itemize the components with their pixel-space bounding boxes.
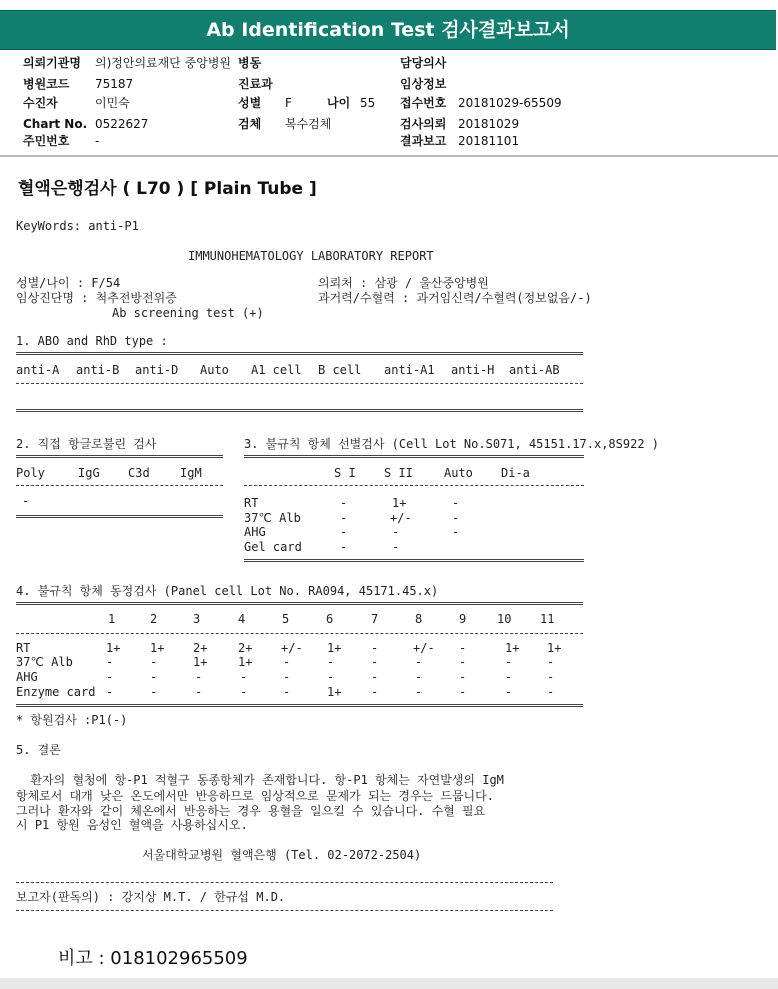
conclusion-title: 5. 결론	[16, 743, 61, 757]
panel-cell: 1+	[238, 655, 253, 669]
dat-top-rule	[16, 455, 223, 458]
panel-cell: -	[240, 670, 248, 684]
panel-cell: -	[371, 655, 379, 669]
header-value-age: 55	[360, 96, 376, 110]
panel-cell: 1+	[547, 641, 562, 655]
header-value-hospital-code: 75187	[95, 77, 134, 91]
header-label-institution: 의뢰기관명	[23, 56, 81, 70]
panel-cell: -	[150, 685, 158, 699]
screen-cell: -	[392, 540, 400, 554]
dat-header-igm: IgM	[180, 466, 202, 480]
panel-cell: 2+	[193, 641, 208, 655]
header-label-resident-no: 주민번호	[23, 134, 70, 148]
abo-bottom-rule	[16, 409, 583, 412]
panel-col-header: 6	[326, 612, 334, 626]
section-title: 혈액은행검사 ( L70 ) [ Plain Tube ]	[18, 179, 317, 199]
screen-top-rule	[244, 455, 584, 458]
panel-cell: -	[547, 670, 555, 684]
panel-top-rule	[16, 602, 583, 605]
panel-col-header: 11	[540, 612, 555, 626]
panel-header-rule	[16, 633, 583, 634]
abo-header-b-cell: B cell	[318, 363, 362, 377]
panel-cell: -	[415, 685, 423, 699]
panel-cell: -	[505, 670, 513, 684]
panel-cell: -	[150, 670, 158, 684]
header-label-department: 진료과	[238, 77, 273, 91]
header-label-chart-no: Chart No.	[23, 117, 88, 131]
panel-cell: 1+	[150, 641, 165, 655]
panel-cell: -	[240, 685, 248, 699]
conclusion-line: 항체로서 대개 낮은 온도에서만 반응하므로 임상적으로 문제가 되는 경우는 드뭅니다.	[16, 789, 494, 803]
header-value-request-date: 20181029	[458, 117, 520, 131]
header-value-patient: 이민숙	[95, 96, 130, 110]
panel-col-header: 9	[459, 612, 467, 626]
panel-col-header: 1	[108, 612, 116, 626]
lab-report-title: IMMUNOHEMATOLOGY LABORATORY REPORT	[188, 249, 434, 263]
abo-header-anti-a: anti-A	[16, 363, 60, 377]
abo-header-rule	[16, 383, 583, 384]
screen-row-phase: 37℃ Alb	[244, 511, 301, 525]
diagnosis-line-2: Ab screening test (+)	[112, 306, 264, 320]
abo-top-rule	[16, 352, 583, 355]
panel-cell: -	[459, 685, 467, 699]
panel-cell: -	[415, 655, 423, 669]
panel-cell: -	[283, 685, 291, 699]
abo-header-anti-b: anti-B	[76, 363, 120, 377]
screen-cell: -	[452, 496, 460, 510]
dat-header-rule	[16, 485, 223, 486]
panel-section-title: 4. 불규칙 항체 동정검사 (Panel cell Lot No. RA094, 45171.45.x)	[16, 584, 439, 598]
panel-cell: -	[547, 655, 555, 669]
panel-cell: -	[106, 685, 114, 699]
screen-cell: -	[452, 525, 460, 539]
panel-cell: -	[547, 685, 555, 699]
header-value-report-date: 20181101	[458, 134, 520, 148]
panel-row-phase: 37℃ Alb	[16, 655, 73, 669]
panel-bottom-rule	[16, 704, 583, 707]
screen-bottom-rule	[244, 559, 584, 562]
header-label-clinical-info: 임상정보	[400, 77, 447, 91]
diagnosis-line: 임상진단명 : 척추전방전위증	[16, 291, 177, 305]
panel-col-header: 3	[193, 612, 201, 626]
footer-note: 비고 : 018102965509	[58, 948, 248, 969]
panel-cell: -	[327, 655, 335, 669]
screen-row-phase: Gel card	[244, 540, 302, 554]
dat-bottom-rule	[16, 515, 223, 518]
reporter-line: 보고자(판독의) : 강지상 M.T. / 한규섭 M.D.	[16, 890, 286, 904]
dat-header-poly: Poly	[16, 466, 45, 480]
panel-cell: +/-	[413, 641, 435, 655]
screen-header-s2: S II	[384, 466, 413, 480]
screen-header-auto: Auto	[444, 466, 473, 480]
header-label-request-date: 검사의뢰	[400, 117, 447, 131]
report-title: Ab Identification Test 검사결과보고서	[0, 10, 776, 50]
header-label-hospital-code: 병원코드	[23, 77, 70, 91]
header-divider	[0, 155, 778, 157]
screen-cell: 1+	[392, 496, 407, 510]
dat-value: -	[22, 494, 30, 508]
dat-header-igg: IgG	[78, 466, 100, 480]
abo-header-anti-h: anti-H	[451, 363, 495, 377]
panel-cell: -	[106, 670, 114, 684]
panel-cell: 2+	[238, 641, 253, 655]
abo-section-title: 1. ABO and RhD type :	[16, 334, 168, 348]
keywords-line: KeyWords: anti-P1	[16, 219, 139, 233]
panel-cell: 1+	[327, 685, 342, 699]
dat-section-title: 2. 직접 항글로불린 검사	[16, 437, 157, 451]
header-label-doctor: 담당의사	[400, 56, 447, 70]
panel-cell: -	[283, 670, 291, 684]
screen-section-title: 3. 불규칙 항체 선별검사 (Cell Lot No.S071, 45151.17.x,8S922 )	[244, 437, 659, 451]
panel-col-header: 8	[415, 612, 423, 626]
panel-cell: -	[371, 641, 379, 655]
header-value-specimen: 복수검체	[285, 117, 332, 131]
screen-cell: -	[340, 511, 348, 525]
screen-cell: -	[340, 496, 348, 510]
panel-cell: -	[195, 685, 203, 699]
screen-header-di-a: Di-a	[501, 466, 530, 480]
screen-cell: +/-	[390, 511, 412, 525]
abo-header-auto: Auto	[200, 363, 229, 377]
header-value-institution: 의)정안의료재단 중앙병원	[95, 56, 232, 70]
panel-cell: -	[505, 685, 513, 699]
screen-cell: -	[340, 525, 348, 539]
header-label-age: 나이	[327, 96, 351, 110]
conclusion-line: 그러나 환자와 같이 체온에서 반응하는 경우 용혈을 일으킬 수 있습니다. 수혈 필요	[16, 804, 486, 818]
panel-cell: 1+	[327, 641, 342, 655]
header-value-resident-no: -	[95, 134, 100, 148]
panel-row-phase: Enzyme card	[16, 685, 96, 699]
panel-cell: +/-	[281, 641, 303, 655]
sex-age-line: 성별/나이 : F/54	[16, 276, 121, 290]
panel-row-phase: RT	[16, 641, 31, 655]
panel-cell: -	[106, 655, 114, 669]
panel-cell: -	[415, 670, 423, 684]
panel-col-header: 7	[371, 612, 379, 626]
conclusion-line: 시 P1 항원 음성인 혈액을 사용하십시오.	[16, 818, 248, 832]
dat-header-c3d: C3d	[128, 466, 150, 480]
header-value-chart-no: 0522627	[95, 117, 149, 131]
antigen-test-line: * 항원검사 :P1(-)	[16, 713, 128, 727]
header-label-ward: 병동	[238, 56, 262, 70]
panel-cell: -	[371, 670, 379, 684]
header-label-specimen: 검체	[238, 117, 262, 131]
panel-cell: -	[283, 655, 291, 669]
panel-cell: -	[459, 655, 467, 669]
panel-cell: 1+	[505, 641, 520, 655]
panel-cell: -	[459, 641, 467, 655]
screen-cell: -	[340, 540, 348, 554]
panel-col-header: 4	[238, 612, 246, 626]
header-label-report-date: 결과보고	[400, 134, 447, 148]
panel-cell: -	[505, 655, 513, 669]
panel-cell: 1+	[106, 641, 121, 655]
panel-cell: -	[150, 655, 158, 669]
screen-header-rule	[244, 485, 584, 486]
header-label-receipt-no: 접수번호	[400, 96, 447, 110]
screen-header-s1: S I	[334, 466, 356, 480]
requester-line: 의뢰처 : 삼광 / 울산중앙병원	[318, 276, 489, 290]
header-value-receipt-no: 20181029-65509	[458, 96, 562, 110]
panel-cell: -	[327, 670, 335, 684]
screen-row-phase: AHG	[244, 525, 266, 539]
abo-header-anti-ab: anti-AB	[509, 363, 560, 377]
panel-cell: -	[371, 685, 379, 699]
header-value-sex: F	[285, 96, 292, 110]
reporter-top-rule	[16, 882, 553, 883]
abo-header-anti-a1: anti-A1	[384, 363, 435, 377]
reporter-bottom-rule	[16, 910, 553, 911]
panel-col-header: 10	[497, 612, 512, 626]
screen-cell: -	[392, 525, 400, 539]
panel-cell: -	[459, 670, 467, 684]
abo-header-a1-cell: A1 cell	[251, 363, 302, 377]
abo-header-anti-d: anti-D	[135, 363, 179, 377]
header-label-sex: 성별	[238, 96, 262, 110]
screen-row-phase: RT	[244, 496, 259, 510]
conclusion-line: 환자의 혈청에 항-P1 적혈구 동종항체가 존재합니다. 항-P1 항체는 자연발생의 IgM	[16, 773, 504, 787]
panel-col-header: 2	[150, 612, 158, 626]
screen-cell: -	[452, 511, 460, 525]
panel-cell: -	[195, 670, 203, 684]
panel-row-phase: AHG	[16, 670, 38, 684]
panel-col-header: 5	[282, 612, 290, 626]
institution-line: 서울대학교병원 혈액은행 (Tel. 02-2072-2504)	[142, 848, 422, 862]
history-line: 과거력/수혈력 : 과거임신력/수혈력(정보없음/-)	[318, 291, 592, 305]
header-label-patient: 수진자	[23, 96, 58, 110]
panel-cell: 1+	[193, 655, 208, 669]
